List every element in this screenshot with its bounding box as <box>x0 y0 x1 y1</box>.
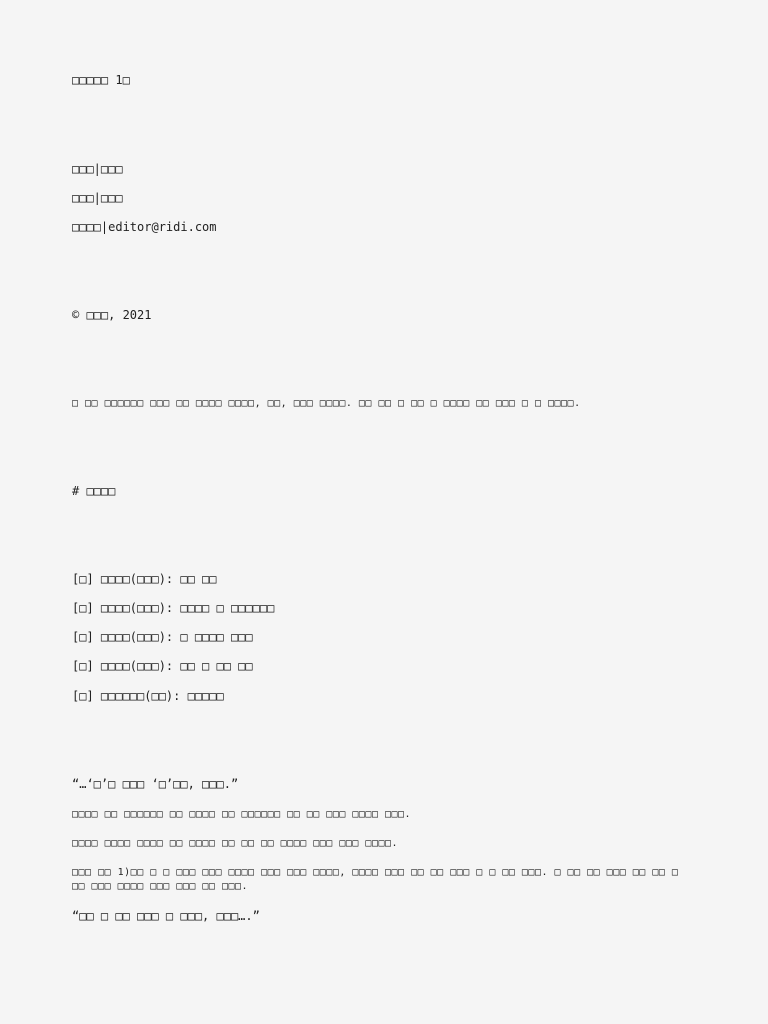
book-title: □□□□□ 1□ <box>72 73 130 87</box>
body-paragraph: □□□□ □□□□ □□□□ □□ □□□□ □□ □□ □□ □□□□ □□□ □□□ □□□□. <box>72 838 399 849</box>
character-entry: [□] □□□□(□□□): □□ □ □□ □□ <box>72 659 253 673</box>
character-entry: [□] □□□□(□□□): □ □□□□ □□□ <box>72 630 253 644</box>
character-entry: [□] □□□□□□(□□): □□□□□ <box>72 689 224 703</box>
body-paragraph: “□□ □ □□ □□□ □ □□□, □□□….” <box>72 909 260 923</box>
credit-editor: □□□□|editor@ridi.com <box>72 220 217 234</box>
body-paragraph: □□□□ □□ □□□□□□ □□ □□□□ □□ □□□□□□ □□ □□ □□□ □□□□ □□□. <box>72 809 412 820</box>
body-paragraph: □□□ □□ 1)□□ □ □ □□□ □□□ □□□□ □□□ □□□ □□□□, □□□□ □□□ □□ □□ □□□ □ □ □□ □□□. □ □□ □□ □□□ □□ □□ □□□ □□□ □□□□ □□□ □□□ □□ □□□. <box>72 867 679 892</box>
character-entry: [□] □□□□(□□□): □□ □□ <box>72 572 217 586</box>
section-heading: # □□□□ <box>72 484 116 498</box>
credit-illustrator: □□□|□□□ <box>72 191 123 205</box>
copyright: © □□□, 2021 <box>72 308 152 322</box>
copyright-notice: □ □□ □□□□□□ □□□ □□ □□□□ □□□□, □□, □□□ □□□□. □□ □□ □ □□ □ □□□□ □□ □□□ □ □ □□□□. <box>72 398 581 409</box>
body-paragraph: “…‘□’□ □□□ ‘□’□□, □□□.” <box>72 777 239 791</box>
character-entry: [□] □□□□(□□□): □□□□ □ □□□□□□ <box>72 601 275 615</box>
credit-author: □□□|□□□ <box>72 162 123 176</box>
